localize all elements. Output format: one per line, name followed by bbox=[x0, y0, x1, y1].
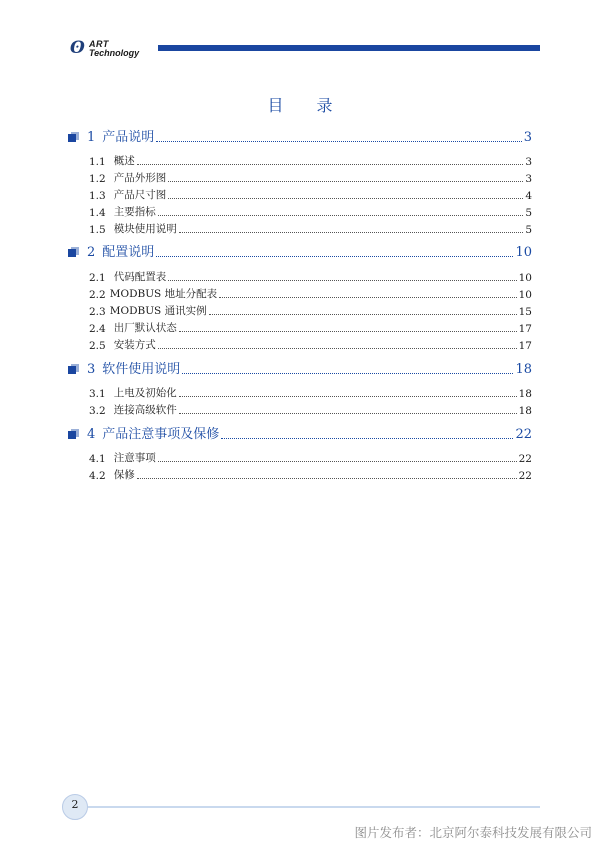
chapter-number: 3 bbox=[87, 362, 96, 377]
dot-leader bbox=[137, 164, 524, 165]
page-number: 2 bbox=[71, 798, 79, 811]
toc-section[interactable] bbox=[89, 403, 532, 417]
dot-leader bbox=[179, 413, 517, 414]
dot-leader bbox=[158, 461, 517, 462]
logo-mark-icon: ʘ bbox=[70, 38, 85, 58]
footer-line bbox=[88, 806, 540, 808]
section-title: 概述 bbox=[113, 155, 135, 167]
section-number: 1.2 bbox=[89, 173, 106, 185]
section-page: 4 bbox=[525, 190, 532, 202]
section-number: 2.1 bbox=[89, 272, 106, 284]
chapter-title: 软件使用说明 bbox=[102, 362, 181, 377]
toc-section[interactable] bbox=[89, 171, 532, 185]
section-page: 17 bbox=[518, 323, 532, 335]
section-title: 注意事项 bbox=[113, 452, 156, 464]
section-title: 产品外形图 bbox=[113, 172, 167, 184]
toc-section[interactable] bbox=[89, 304, 532, 318]
dot-leader bbox=[179, 232, 524, 233]
toc-section[interactable] bbox=[89, 451, 532, 465]
dot-leader bbox=[182, 373, 513, 374]
section-page: 15 bbox=[518, 306, 532, 318]
logo-text-art: ART bbox=[89, 39, 109, 49]
section-title: 上电及初始化 bbox=[113, 387, 177, 399]
chapter-title: 产品说明 bbox=[102, 130, 155, 145]
toc-section[interactable] bbox=[89, 338, 532, 352]
chapter-number: 2 bbox=[87, 245, 96, 260]
section-page: 22 bbox=[518, 453, 532, 465]
section-page: 5 bbox=[525, 224, 532, 236]
chapter-number: 4 bbox=[87, 427, 96, 442]
toc-chapter-1[interactable] bbox=[68, 127, 532, 145]
dot-leader bbox=[221, 438, 513, 439]
section-title: 保修 bbox=[113, 469, 135, 481]
dot-leader bbox=[158, 215, 524, 216]
chapter-title: 配置说明 bbox=[102, 245, 155, 260]
dot-leader bbox=[179, 331, 517, 332]
section-number: 3.1 bbox=[89, 388, 106, 400]
chapter-bullet-icon bbox=[68, 247, 79, 257]
section-number: 2.5 bbox=[89, 340, 106, 352]
toc-section[interactable] bbox=[89, 386, 532, 400]
chapter-bullet-icon bbox=[68, 429, 79, 439]
toc-section[interactable] bbox=[89, 205, 532, 219]
section-number: 3.2 bbox=[89, 405, 106, 417]
section-number: 1.4 bbox=[89, 207, 106, 219]
section-title: 代码配置表 bbox=[113, 271, 167, 283]
section-title: 模块使用说明 bbox=[113, 223, 177, 235]
chapter-page: 10 bbox=[515, 245, 532, 260]
chapter-page: 18 bbox=[515, 362, 532, 377]
header-bar bbox=[158, 45, 540, 51]
section-number: 4.2 bbox=[89, 470, 106, 482]
section-title: 连接高级软件 bbox=[113, 404, 177, 416]
section-title: 产品尺寸图 bbox=[113, 189, 167, 201]
section-title: 主要指标 bbox=[113, 206, 156, 218]
dot-leader bbox=[209, 314, 517, 315]
section-page: 18 bbox=[518, 388, 532, 400]
toc-chapter-4[interactable] bbox=[68, 424, 532, 442]
section-number: 2.3 bbox=[89, 306, 106, 318]
dot-leader bbox=[158, 348, 517, 349]
chapter-page: 22 bbox=[515, 427, 532, 442]
chapter-title: 产品注意事项及保修 bbox=[102, 427, 220, 442]
section-title: MODBUS 通讯实例 bbox=[109, 305, 207, 317]
section-title: 安装方式 bbox=[113, 339, 156, 351]
dot-leader bbox=[156, 141, 521, 142]
toc-section[interactable] bbox=[89, 222, 532, 236]
dot-leader bbox=[168, 198, 523, 199]
section-number: 2.2 bbox=[89, 289, 106, 301]
dot-leader bbox=[156, 256, 513, 257]
chapter-bullet-icon bbox=[68, 132, 79, 142]
section-number: 1.3 bbox=[89, 190, 106, 202]
section-page: 5 bbox=[525, 207, 532, 219]
dot-leader bbox=[168, 181, 523, 182]
section-page: 3 bbox=[525, 173, 532, 185]
toc-title: 目 录 bbox=[267, 96, 347, 115]
toc-section[interactable] bbox=[89, 154, 532, 168]
toc-section[interactable] bbox=[89, 287, 532, 301]
toc-section[interactable] bbox=[89, 188, 532, 202]
logo-text-technology: Technology bbox=[89, 48, 140, 58]
section-number: 4.1 bbox=[89, 453, 106, 465]
publisher-watermark: 图片发布者：北京阿尔泰科技发展有限公司 bbox=[354, 825, 592, 840]
dot-leader bbox=[137, 478, 517, 479]
section-title: 出厂默认状态 bbox=[113, 322, 177, 334]
chapter-bullet-icon bbox=[68, 364, 79, 374]
dot-leader bbox=[168, 280, 516, 281]
dot-leader bbox=[219, 297, 517, 298]
section-number: 1.1 bbox=[89, 156, 106, 168]
section-title: MODBUS 地址分配表 bbox=[109, 288, 218, 300]
toc-section[interactable] bbox=[89, 270, 532, 284]
toc-section[interactable] bbox=[89, 468, 532, 482]
section-page: 17 bbox=[518, 340, 532, 352]
toc-chapter-2[interactable] bbox=[68, 242, 532, 260]
section-page: 10 bbox=[518, 272, 532, 284]
section-page: 3 bbox=[525, 156, 532, 168]
chapter-number: 1 bbox=[87, 130, 96, 145]
section-page: 18 bbox=[518, 405, 532, 417]
toc-chapter-3[interactable] bbox=[68, 359, 532, 377]
section-page: 22 bbox=[518, 470, 532, 482]
chapter-page: 3 bbox=[523, 130, 532, 145]
art-technology-logo bbox=[70, 38, 154, 60]
dot-leader bbox=[179, 396, 517, 397]
section-page: 10 bbox=[518, 289, 532, 301]
toc-section[interactable] bbox=[89, 321, 532, 335]
section-number: 2.4 bbox=[89, 323, 106, 335]
section-number: 1.5 bbox=[89, 224, 106, 236]
